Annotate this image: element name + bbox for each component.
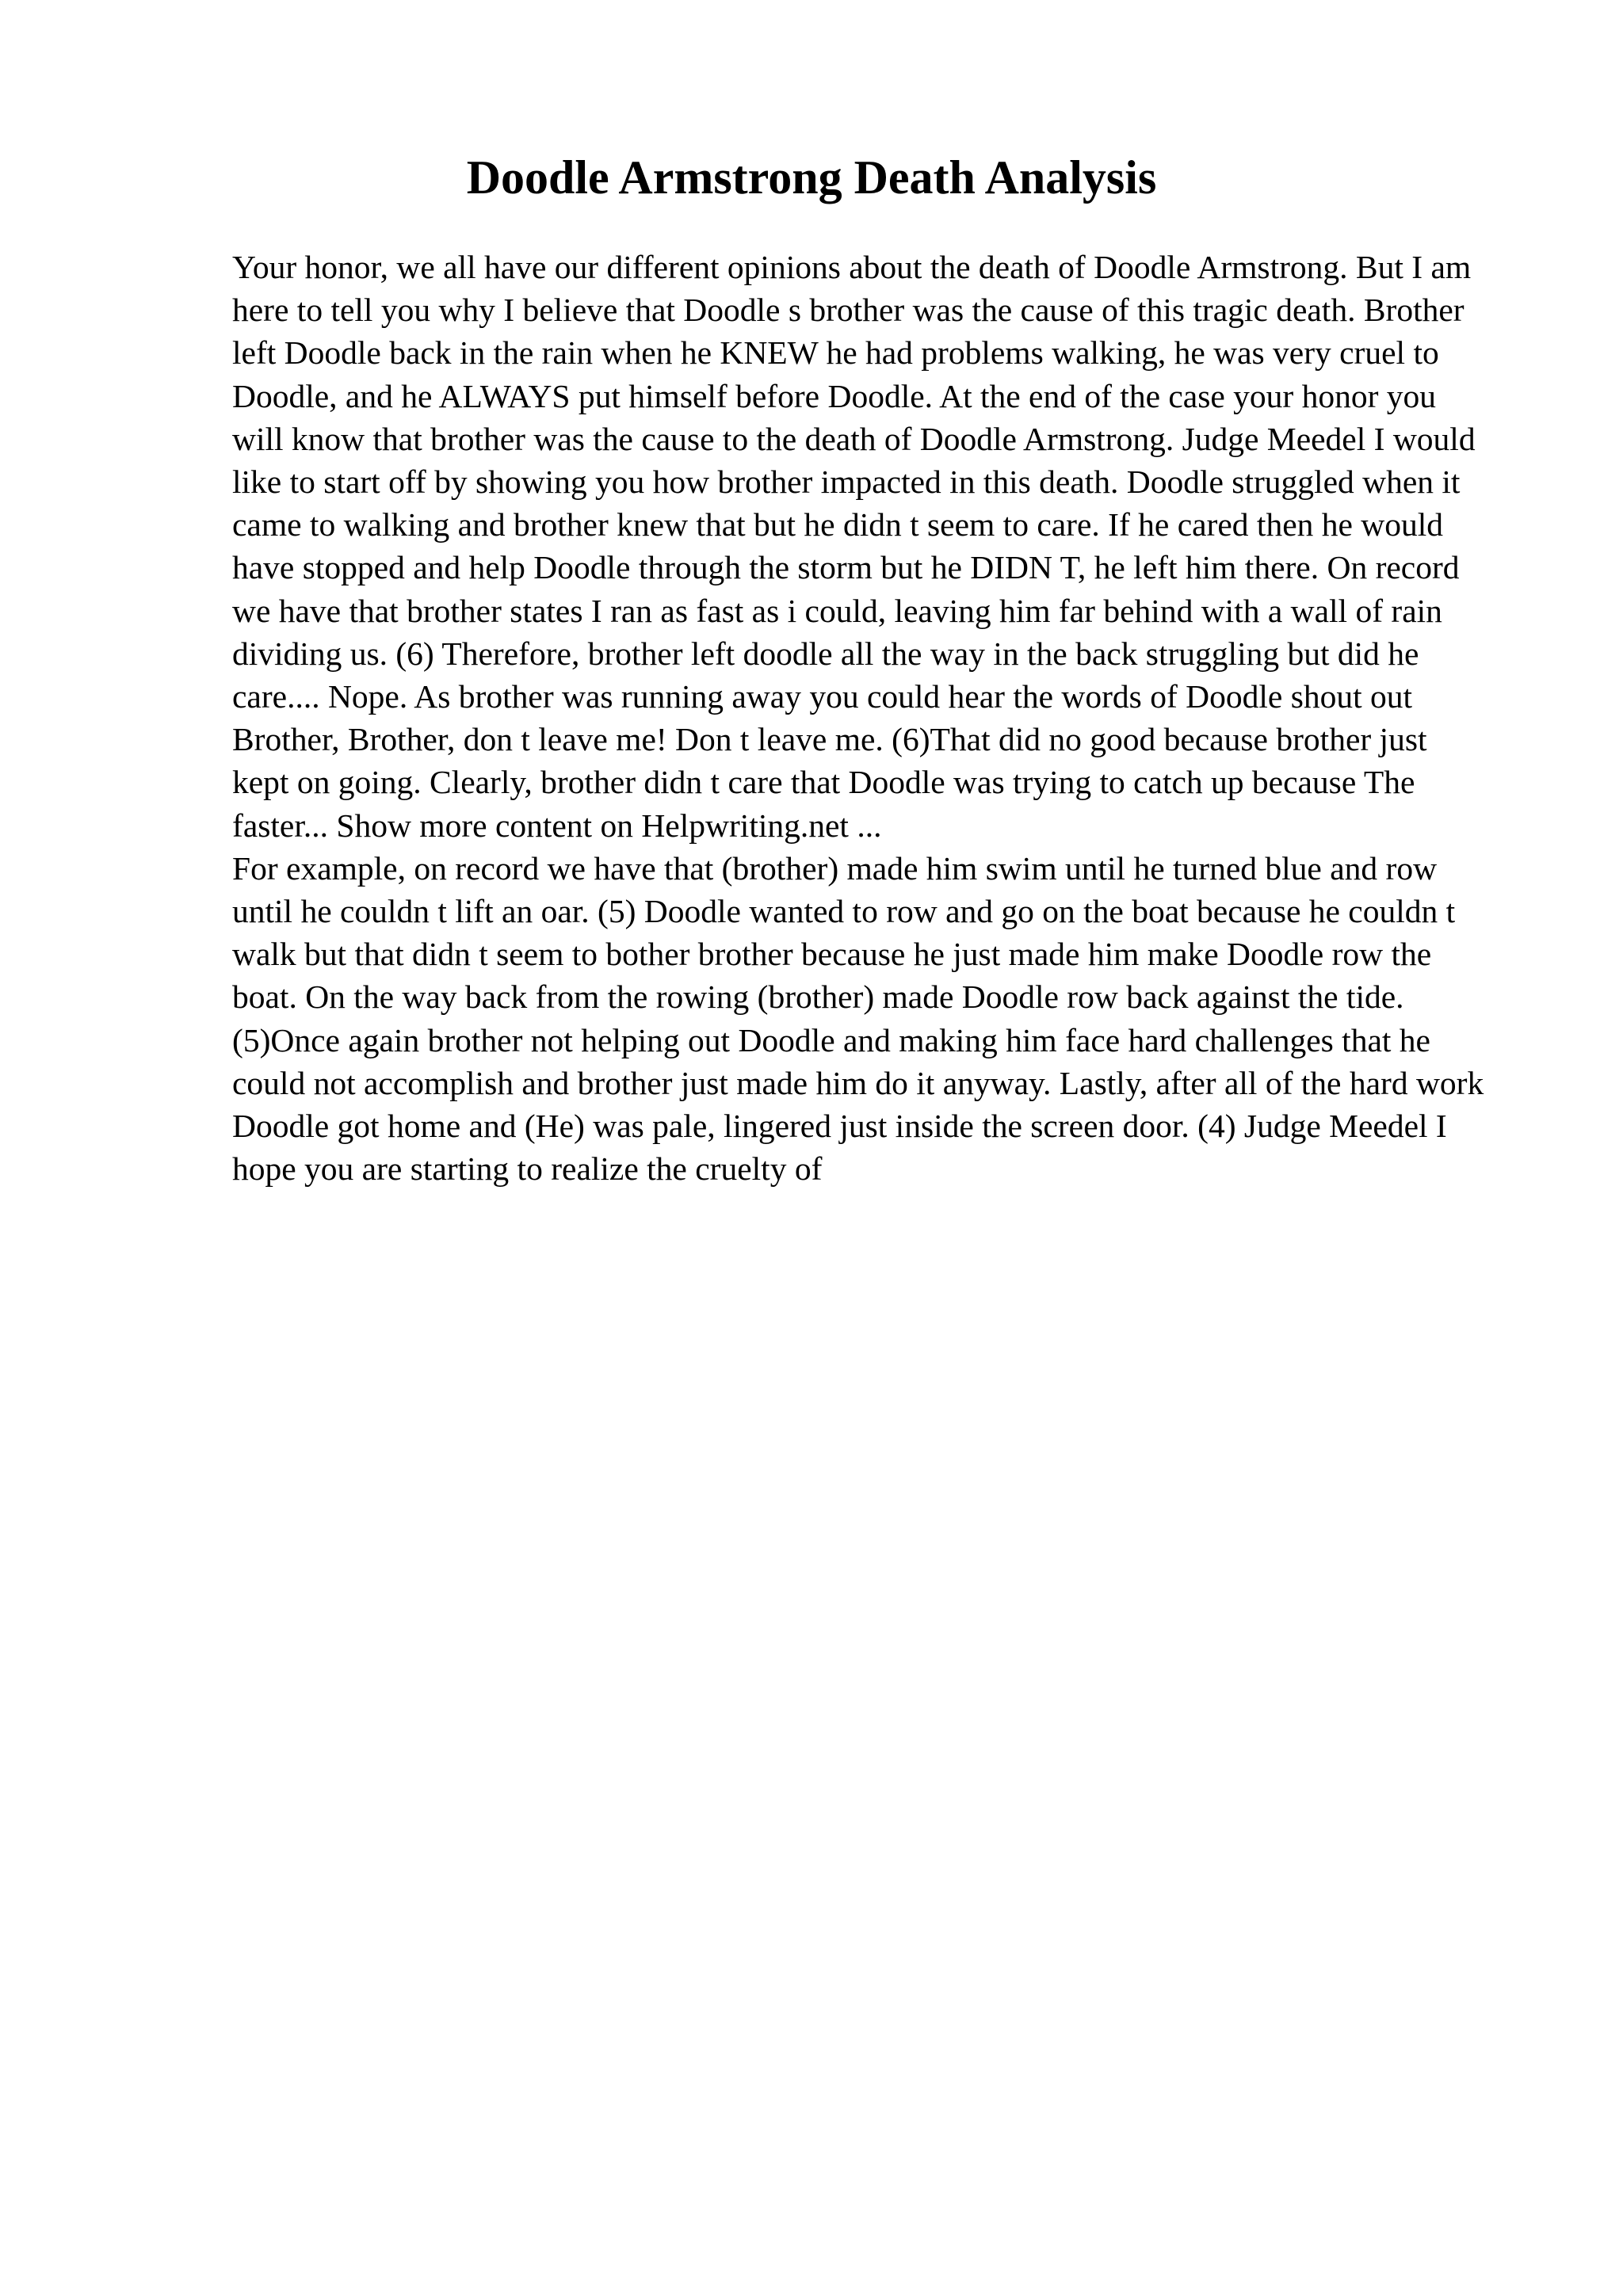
paragraph-1: Your honor, we all have our different opinions about the death of Doodle Armstrong. But I am here to tell you why I believe that Doodle s brother was the cause of this tragic death. Brother left Doodle back in the rain when he KNEW he had problems walking, he was very cruel to Doodle, and he ALWAYS put himself before Doodle. At the end of the case your honor you will know that brother was the cause to the death of Doodle Armstrong. Judge Meedel I would like to start off by showing you how brother impacted in this death. Doodle struggled when it came to walking and brother knew that but he didn t seem to care. If he cared then he would have stopped and help Doodle through the storm but he DIDN T, he left him there. On record we have that brother states I ran as fast as i could, leaving him far behind with a wall of rain dividing us. (6) Therefore, brother left doodle all the way in the back struggling but did he care.... Nope. As brother was running away you could hear the words of Doodle shout out Brother, Brother, don t leave me! Don t leave me. (6)That did no good because brother just kept on going. Clearly, brother didn t care that Doodle was trying to catch up because The faster... Show more content on Helpwriting.net ... [232,249,1476,844]
document-title: Doodle Armstrong Death Analysis [466,151,1157,204]
paragraph-2: For example, on record we have that (brother) made him swim until he turned blue and row until he couldn t lift an oar. (5) Doodle wanted to row and go on the boat because he couldn t walk but that didn t seem to bother brother because he just made him make Doodle row the boat. On the way back from the rowing (brother) made Doodle row back against the tide. (5)Once again brother not helping out Doodle and making him face hard challenges that he could not accomplish and brother just made him do it anyway. Lastly, after all of the hard work Doodle got home and (He) was pale, lingered just inside the screen door. (4) Judge Meedel I hope you are starting to realize the cruelty of [232,849,1484,1188]
document-body [232,246,1484,1190]
